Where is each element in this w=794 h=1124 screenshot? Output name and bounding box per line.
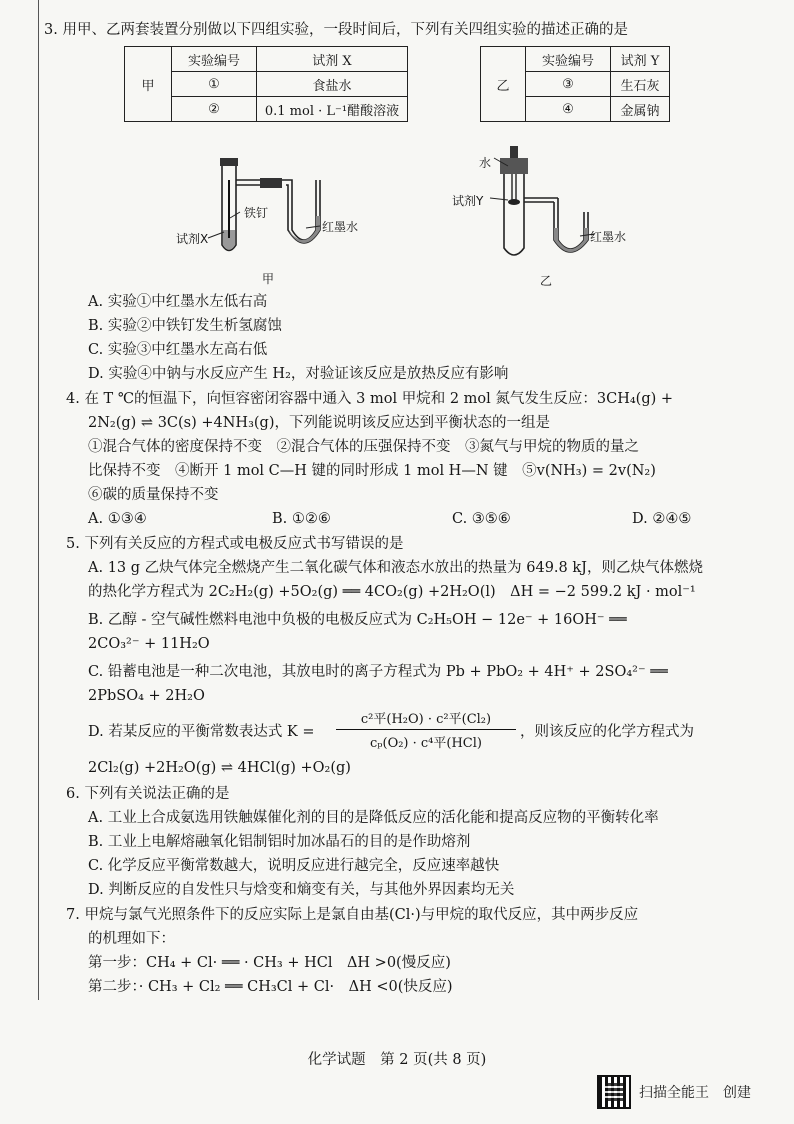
watermark-text: 扫描全能王 创建 (639, 1085, 751, 1101)
q4-line-4: 比保持不变 ④断开 1 mol C—H 键的同时形成 1 mol H—N 键 ⑤v(NH₃) = 2v(N₂) (88, 463, 656, 479)
q4-line-5: ⑥碳的质量保持不变 (88, 487, 219, 503)
q7-line-2: 的机理如下： (88, 931, 175, 947)
label-water: 水 (479, 156, 492, 170)
q3-option-a: A. 实验①中红墨水左低右高 (88, 294, 268, 310)
q6-option-b: B. 工业上电解熔融氧化铝制铝时加冰晶石的目的是作助熔剂 (88, 834, 471, 850)
table-header: 试剂 Y (611, 47, 670, 72)
q7-line-1: 7. 甲烷与氯气光照条件下的反应实际上是氯自由基(Cl·)与甲烷的取代反应，其中两步反应 (66, 907, 639, 923)
table-jia-group: 甲 (125, 47, 172, 122)
table-cell: ② (172, 97, 257, 122)
q7-step-1: 第一步：CH₄ + Cl· ══ · CH₃ + HCl ΔH >0(慢反应) (88, 955, 451, 971)
table-cell: ① (172, 72, 257, 97)
q5-option-d-line-2: 2Cl₂(g) +2H₂O(g) ⇌ 4HCl(g) +O₂(g) (88, 760, 351, 776)
table-header: 实验编号 (172, 47, 257, 72)
q4-option-c: C. ③⑤⑥ (452, 511, 511, 527)
qr-code-icon (597, 1075, 631, 1109)
label-iron-nail: 铁钉 (244, 206, 269, 220)
q5-option-b-line-1: B. 乙醇 - 空气碱性燃料电池中负极的电极反应式为 C₂H₅OH − 12e⁻ + 16OH⁻ ══ (88, 612, 627, 628)
q3-table-jia (124, 46, 408, 122)
table-cell: 生石灰 (611, 72, 670, 97)
fraction-denominator: cₚ(O₂) · c⁴平(HCl) (370, 736, 482, 751)
table-cell: 食盐水 (257, 72, 408, 97)
q3-option-d: D. 实验④中钠与水反应产生 H₂，对验证该反应是放热反应有影响 (88, 366, 509, 382)
label-red-ink-jia: 红墨水 (322, 220, 359, 234)
q4-line-2: 2N₂(g) ⇌ 3C(s) +4NH₃(g)，下列能说明该反应达到平衡状态的一组是 (88, 415, 550, 431)
label-red-ink-yi: 红墨水 (590, 230, 627, 244)
q5-option-c-line-1: C. 铅蓄电池是一种二次电池，其放电时的离子方程式为 Pb + PbO₂ + 4H⁺ + 2SO₄²⁻ ══ (88, 664, 668, 680)
equilibrium-constant-fraction (336, 708, 516, 751)
q4-option-b: B. ①②⑥ (272, 511, 331, 527)
q7-step-2: 第二步：· CH₃ + Cl₂ ══ CH₃Cl + Cl· ΔH <0(快反应) (88, 979, 453, 995)
q5-option-d-prefix: D. 若某反应的平衡常数表达式 K = (88, 724, 315, 740)
q3-stem: 3. 用甲、乙两套装置分别做以下四组实验，一段时间后，下列有关四组实验的描述正确的是 (44, 22, 628, 38)
fraction-bar (336, 729, 516, 730)
q6-option-d: D. 判断反应的自发性只与焓变和熵变有关，与其他外界因素均无关 (88, 882, 515, 898)
q3-option-b: B. 实验②中铁钉发生析氢腐蚀 (88, 318, 282, 334)
q4-line-1: 4. 在 T ℃的恒温下，向恒容密闭容器中通入 3 mol 甲烷和 2 mol 氮气发生反应：3CH₄(g) + (66, 391, 674, 407)
q4-option-d: D. ②④⑤ (632, 511, 692, 527)
label-reagent-x: 试剂X (176, 232, 209, 246)
caption-yi: 乙 (540, 274, 553, 288)
caption-jia: 甲 (262, 272, 275, 286)
q5-option-b-line-2: 2CO₃²⁻ + 11H₂O (88, 636, 210, 652)
table-cell: 金属钠 (611, 97, 670, 122)
table-cell: ③ (526, 72, 611, 97)
q6-stem: 6. 下列有关说法正确的是 (66, 786, 230, 802)
q5-option-a-line-1: A. 13 g 乙炔气体完全燃烧产生二氧化碳气体和液态水放出的热量为 649.8 kJ，则乙炔气体燃烧 (88, 560, 703, 576)
q5-option-a-line-2: 的热化学方程式为 2C₂H₂(g) +5O₂(g) ══ 4CO₂(g) +2H₂O(l) ΔH = −2 599.2 kJ · mol⁻¹ (88, 584, 696, 600)
table-header: 试剂 X (257, 47, 408, 72)
q4-line-3: ①混合气体的密度保持不变 ②混合气体的压强保持不变 ③氮气与甲烷的物质的量之 (88, 439, 639, 455)
q6-option-a: A. 工业上合成氨选用铁触媒催化剂的目的是降低反应的活化能和提高反应物的平衡转化率 (88, 810, 659, 826)
fraction-numerator: c²平(H₂O) · c²平(Cl₂) (360, 712, 492, 727)
binding-margin-line (38, 0, 39, 1000)
q3-option-c: C. 实验③中红墨水左高右低 (88, 342, 268, 358)
table-cell: 0.1 mol · L⁻¹醋酸溶液 (257, 97, 408, 122)
table-cell: ④ (526, 97, 611, 122)
q5-stem: 5. 下列有关反应的方程式或电极反应式书写错误的是 (66, 536, 404, 552)
table-header: 实验编号 (526, 47, 611, 72)
table-yi-group: 乙 (481, 47, 526, 122)
q6-option-c: C. 化学反应平衡常数越大，说明反应进行越完全，反应速率越快 (88, 858, 500, 874)
scanner-watermark (597, 1075, 751, 1109)
q5-option-c-line-2: 2PbSO₄ + 2H₂O (88, 688, 205, 704)
q5-option-d-suffix: ，则该反应的化学方程式为 (520, 724, 694, 740)
label-reagent-y: 试剂Y (452, 194, 484, 208)
q4-option-a: A. ①③④ (88, 511, 147, 527)
page-footer: 化学试题 第 2 页(共 8 页) (307, 1052, 487, 1068)
apparatus-jia-figure (200, 150, 340, 265)
q3-table-yi (480, 46, 670, 122)
